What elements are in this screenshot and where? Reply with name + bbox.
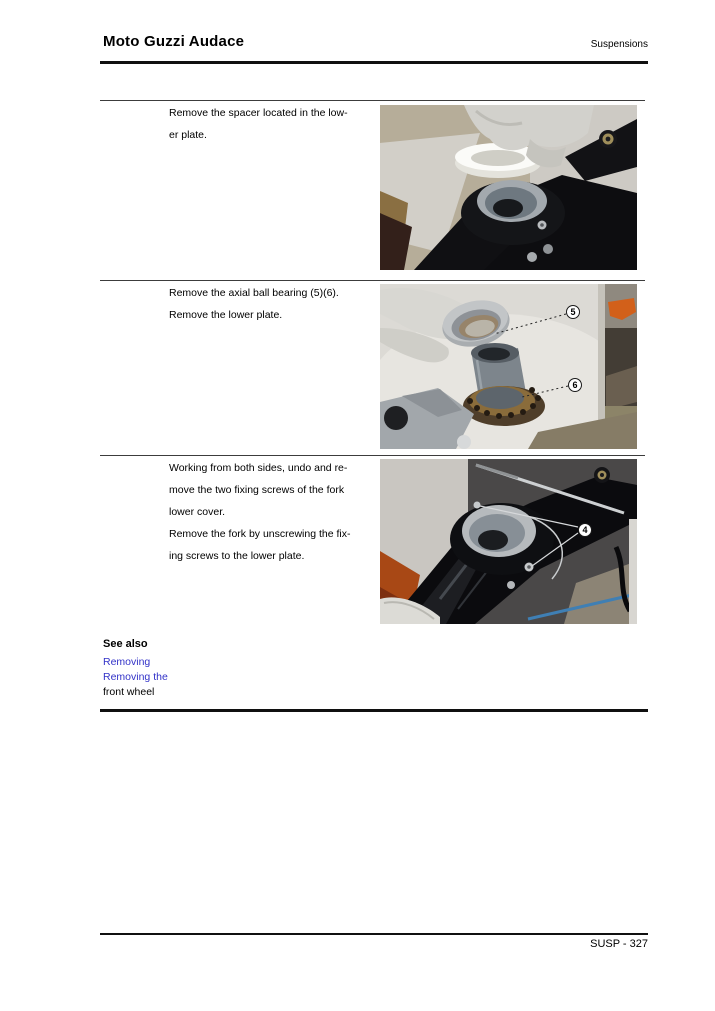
callout-6: 6 bbox=[568, 378, 582, 392]
see-also-link-removing[interactable]: Removing bbox=[103, 656, 151, 668]
step-2-text bbox=[169, 282, 377, 326]
callout-4: 4 bbox=[578, 523, 592, 537]
step-1-line-2: er plate. bbox=[169, 129, 207, 141]
section-end-rule bbox=[100, 709, 648, 712]
step-separator bbox=[100, 455, 645, 456]
section-label: Suspensions bbox=[590, 39, 648, 50]
callout-5: 5 bbox=[566, 305, 580, 319]
photo-fork-removal bbox=[380, 459, 637, 624]
photo-bearing-removal bbox=[380, 284, 637, 449]
see-also-link-removing-the[interactable]: Removing the bbox=[103, 671, 168, 683]
step-3-line-4: Remove the fork by unscrewing the fix- bbox=[169, 528, 351, 540]
step-2-line-1: Remove the axial ball bearing (5)(6). bbox=[169, 287, 339, 299]
step-3-line-1: Working from both sides, undo and re- bbox=[169, 462, 348, 474]
step-1-text bbox=[169, 102, 377, 146]
see-also-heading: See also bbox=[103, 638, 148, 650]
footer-rule bbox=[100, 933, 648, 935]
photo-bearing-illustration bbox=[380, 284, 637, 449]
step-2-line-2: Remove the lower plate. bbox=[169, 309, 283, 321]
step-3-line-2: move the two fixing screws of the fork bbox=[169, 484, 345, 496]
step-1-line-1: Remove the spacer located in the low- bbox=[169, 107, 348, 119]
step-3-line-3: lower cover. bbox=[169, 506, 226, 518]
step-separator bbox=[100, 100, 645, 101]
page-title: Moto Guzzi Audace bbox=[103, 33, 245, 50]
photo-spacer-removal bbox=[380, 105, 637, 270]
page-number: SUSP - 327 bbox=[590, 938, 648, 950]
step-3-line-5: ing screws to the lower plate. bbox=[169, 550, 305, 562]
header-rule bbox=[100, 61, 648, 64]
photo-fork-illustration bbox=[380, 459, 637, 624]
photo-spacer-illustration bbox=[380, 105, 637, 270]
step-3-text bbox=[169, 457, 377, 567]
step-separator bbox=[100, 280, 645, 281]
see-also-text-front-wheel: front wheel bbox=[103, 686, 155, 698]
